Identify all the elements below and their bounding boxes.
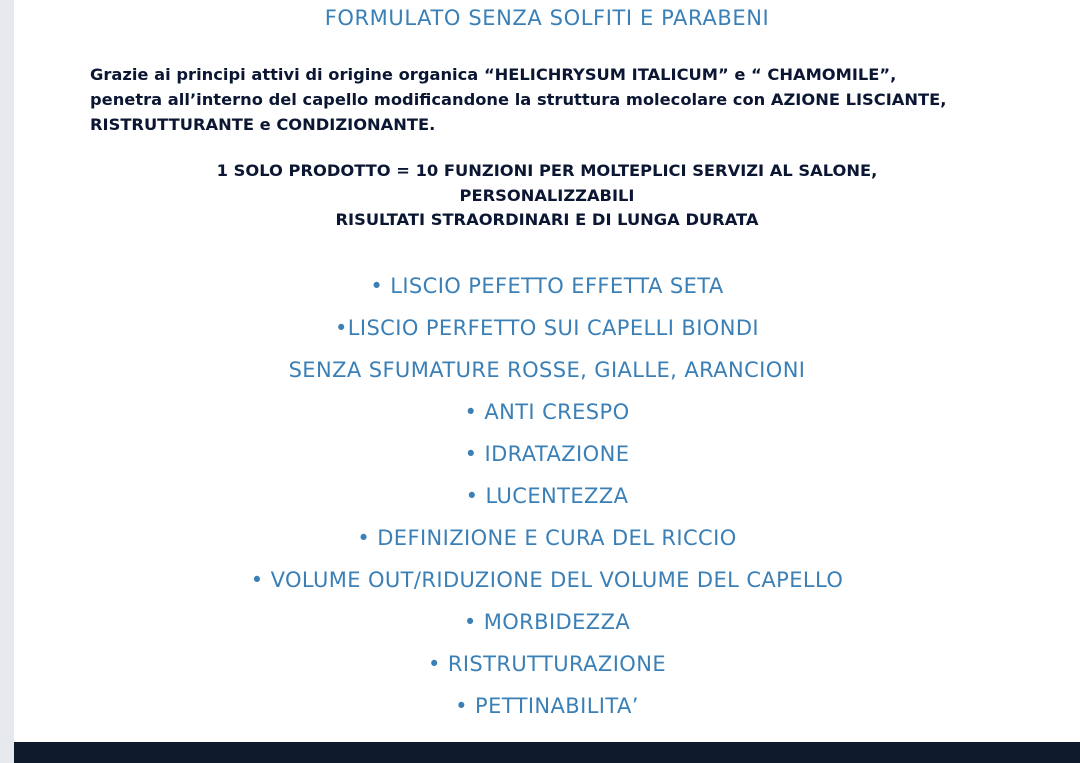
intro-line-2: penetra all’interno del capello modificandone la struttura molecolare con AZIONE LISCIANTE, bbox=[90, 90, 947, 109]
feature-item: • IDRATAZIONE bbox=[464, 442, 630, 466]
feature-item: • PETTINABILITA’ bbox=[455, 694, 639, 718]
feature-item: • ANTI CRESPO bbox=[464, 400, 630, 424]
intro-line-3: RISTRUTTURANTE e CONDIZIONANTE. bbox=[90, 115, 436, 134]
feature-item: • LISCIO PEFETTO EFFETTA SETA bbox=[370, 274, 724, 298]
feature-item: •LISCIO PERFETTO SUI CAPELLI BIONDI bbox=[334, 316, 760, 340]
claim-line-3: RISULTATI STRAORDINARI E DI LUNGA DURATA bbox=[335, 210, 759, 229]
intro-line-1: Grazie ai principi attivi di origine organica “HELICHRYSUM ITALICUM” e “ CHAMOMILE”, bbox=[90, 65, 897, 84]
claim-line-1: 1 SOLO PRODOTTO = 10 FUNZIONI PER MOLTEPLICI SERVIZI AL SALONE, bbox=[216, 161, 878, 180]
feature-item: • RISTRUTTURAZIONE bbox=[427, 652, 666, 676]
feature-item: SENZA SFUMATURE ROSSE, GIALLE, ARANCIONI bbox=[288, 358, 806, 382]
formula-heading: FORMULATO SENZA SOLFITI E PARABENI bbox=[324, 6, 770, 30]
feature-item: • VOLUME OUT/RIDUZIONE DEL VOLUME DEL CAPELLO bbox=[250, 568, 844, 592]
claim-line-2: PERSONALIZZABILI bbox=[459, 186, 635, 205]
feature-item: • MORBIDEZZA bbox=[463, 610, 631, 634]
intro-paragraph bbox=[90, 62, 1030, 137]
feature-item: • DEFINIZIONE E CURA DEL RICCIO bbox=[357, 526, 737, 550]
feature-item: • LUCENTEZZA bbox=[465, 484, 629, 508]
left-gutter bbox=[0, 0, 14, 763]
footer-bar bbox=[14, 742, 1080, 763]
feature-list bbox=[14, 268, 1080, 730]
product-sheet bbox=[14, 0, 1080, 742]
